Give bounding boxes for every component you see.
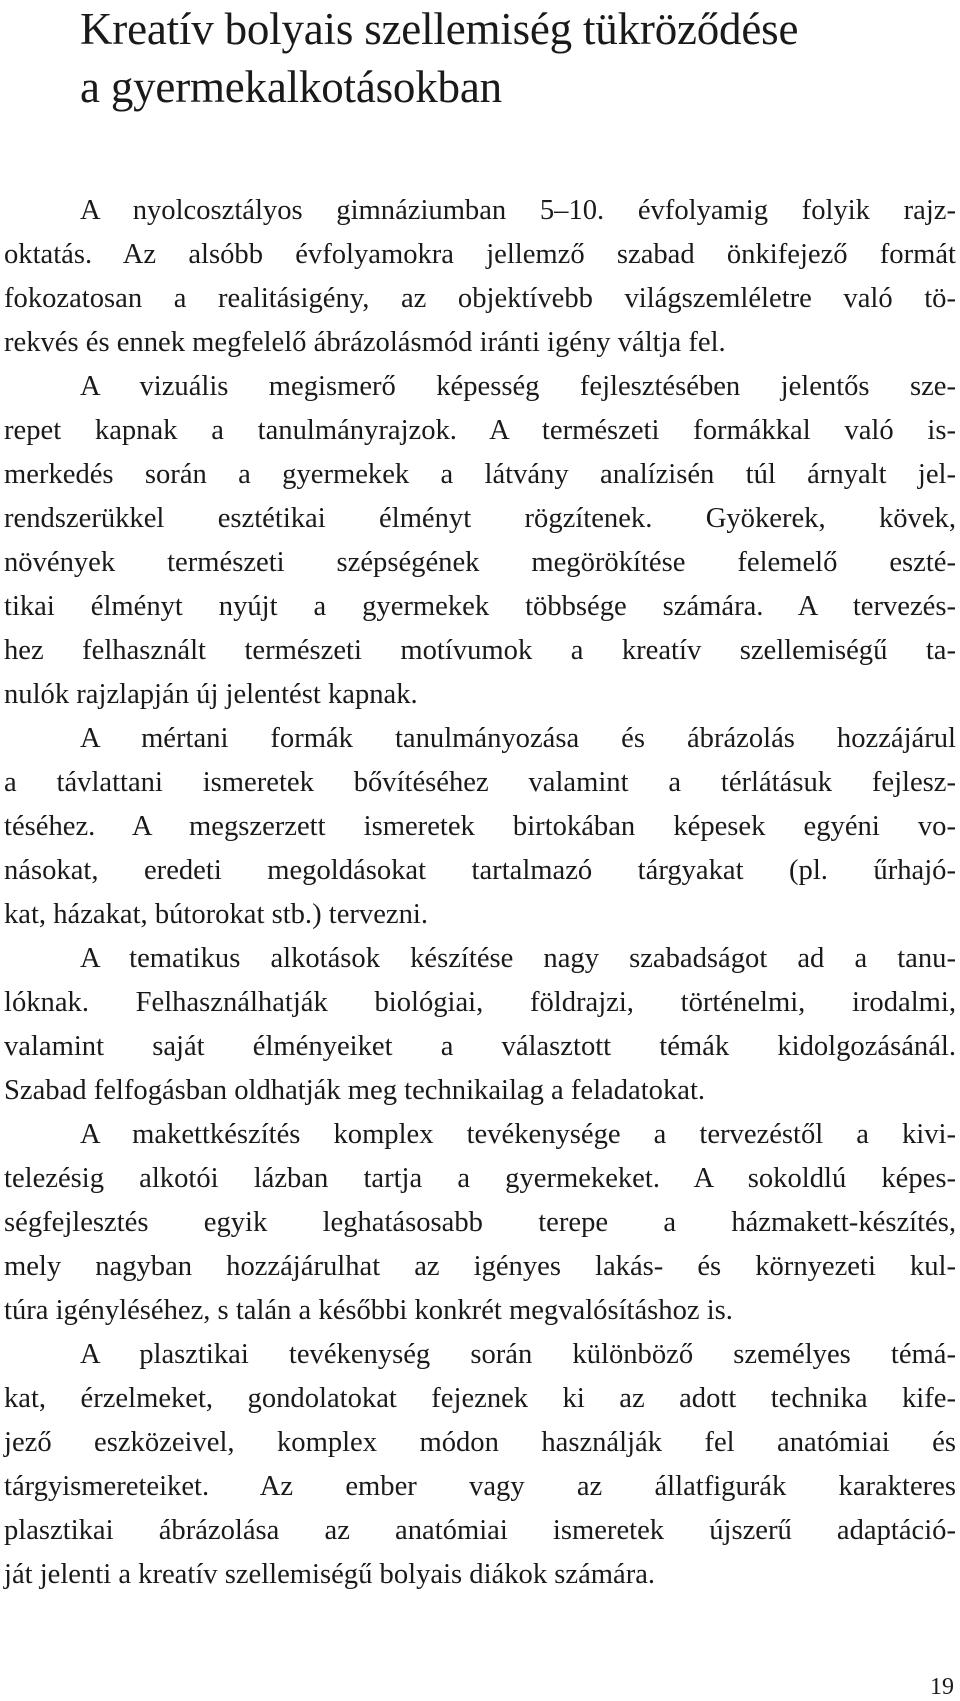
text-line: telezésig alkotói lázban tartja a gyermekeket. A sokoldlú képes-	[4, 1163, 956, 1194]
text-line: repet kapnak a tanulmányrajzok. A természeti formákkal való is-	[4, 415, 956, 446]
text-line: kat, érzelmeket, gondolatokat fejeznek ki az adott technika kife-	[4, 1383, 956, 1414]
text-line: rekvés és ennek megfelelő ábrázolásmód iránti igény váltja fel.	[4, 327, 726, 358]
text-line: A nyolcosztályos gimnáziumban 5–10. évfolyamig folyik rajz-	[80, 195, 956, 226]
paragraph	[4, 1113, 956, 1333]
text-line: lóknak. Felhasználhatják biológiai, földrajzi, történelmi, irodalmi,	[4, 987, 956, 1018]
text-line: tárgyismereteiket. Az ember vagy az állatfigurák karakteres	[4, 1471, 956, 1502]
text-line: A vizuális megismerő képesség fejlesztésében jelentős sze-	[80, 371, 956, 402]
paragraph	[4, 1333, 956, 1597]
text-line: ségfejlesztés egyik leghatásosabb terepe a házmakett-készítés,	[4, 1207, 956, 1238]
text-line: fokozatosan a realitásigény, az objektívebb világszemléletre való tö-	[4, 283, 956, 314]
text-line: oktatás. Az alsóbb évfolyamokra jellemző szabad önkifejező formát	[4, 239, 956, 270]
text-line: ját jelenti a kreatív szellemiségű bolyais diákok számára.	[4, 1559, 656, 1590]
text-line: merkedés során a gyermekek a látvány analízisén túl árnyalt jel-	[4, 459, 956, 490]
text-line: tikai élményt nyújt a gyermekek többsége számára. A tervezés-	[4, 591, 956, 622]
text-line: násokat, eredeti megoldásokat tartalmazó tárgyakat (pl. űrhajó-	[4, 855, 956, 886]
page-title	[80, 0, 940, 116]
paragraph	[4, 365, 956, 717]
article-body	[4, 189, 956, 1597]
text-line: A tematikus alkotások készítése nagy szabadságot ad a tanu-	[80, 943, 956, 974]
text-line: téséhez. A megszerzett ismeretek birtokában képesek egyéni vo-	[4, 811, 956, 842]
text-line: nulók rajzlapján új jelentést kapnak.	[4, 679, 418, 710]
text-line: kat, házakat, bútorokat stb.) tervezni.	[4, 899, 428, 930]
text-line: a távlattani ismeretek bővítéséhez valamint a térlátásuk fejlesz-	[4, 767, 956, 798]
title-line-2: a gyermekalkotásokban	[80, 62, 502, 112]
text-line: túra igényléséhez, s talán a későbbi konkrét megvalósításhoz is.	[4, 1295, 733, 1326]
text-line: jező eszközeivel, komplex módon használják fel anatómiai és	[4, 1427, 956, 1458]
paragraph	[4, 717, 956, 937]
paragraph	[4, 937, 956, 1113]
text-line: A makettkészítés komplex tevékenysége a tervezéstől a kivi-	[80, 1119, 956, 1150]
paragraph	[4, 189, 956, 365]
text-line: rendszerükkel esztétikai élményt rögzítenek. Gyökerek, kövek,	[4, 503, 956, 534]
text-line: növények természeti szépségének megörökítése felemelő eszté-	[4, 547, 956, 578]
text-line: Szabad felfogásban oldhatják meg technikailag a feladatokat.	[4, 1075, 706, 1106]
text-line: A mértani formák tanulmányozása és ábrázolás hozzájárul	[80, 723, 956, 754]
text-line: A plasztikai tevékenység során különböző személyes témá-	[80, 1339, 956, 1370]
title-line-1: Kreatív bolyais szellemiség tükröződése	[80, 4, 799, 54]
text-line: mely nagyban hozzájárulhat az igényes lakás- és környezeti kul-	[4, 1251, 956, 1282]
text-line: hez felhasznált természeti motívumok a kreatív szellemiségű ta-	[4, 635, 956, 666]
text-line: plasztikai ábrázolása az anatómiai ismeretek újszerű adaptáció-	[4, 1515, 956, 1546]
page-number: 19	[930, 1674, 954, 1700]
text-line: valamint saját élményeiket a választott témák kidolgozásánál.	[4, 1031, 956, 1062]
